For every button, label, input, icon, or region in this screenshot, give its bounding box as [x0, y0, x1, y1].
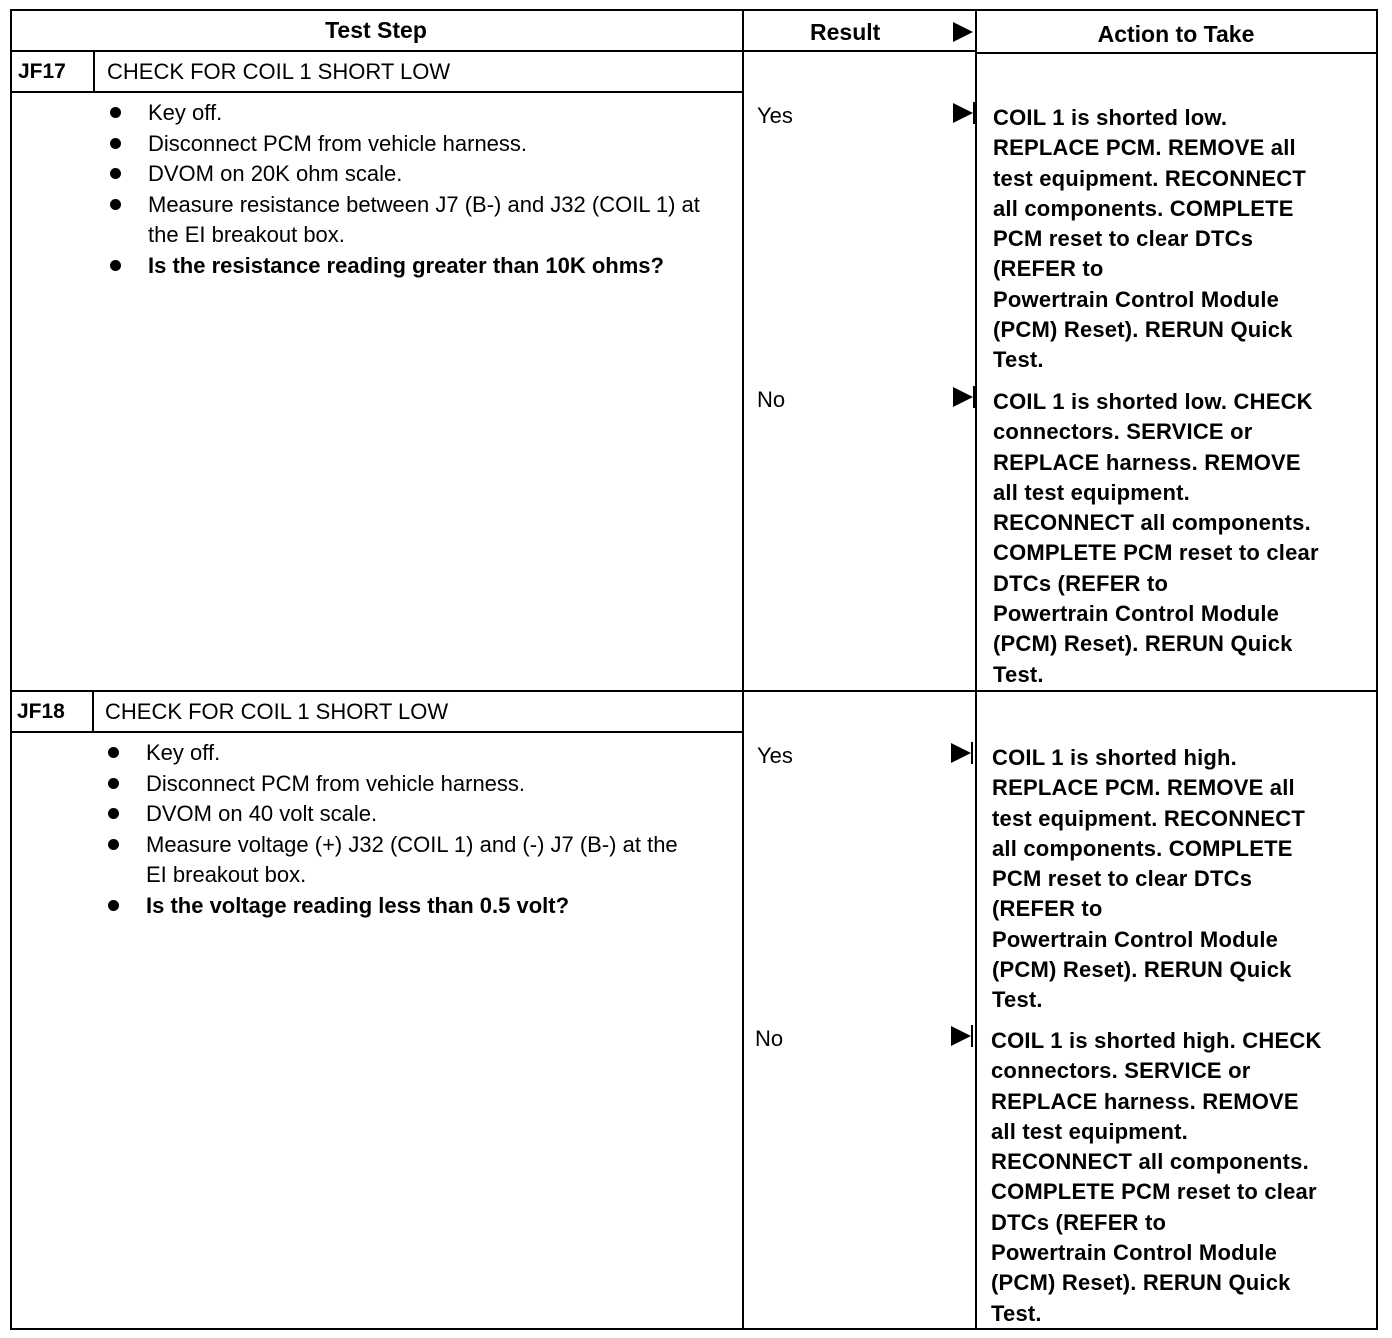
step2-bullet: Key off. [104, 738, 704, 769]
step1-action-yes: COIL 1 is shorted low. REPLACE PCM. REMOVE all test equipment. RECONNECT all components. COMPLETE PCM reset to clear DTCs (REFER to Powertrain Control Module (PCM) Reset). RERUN Quick Test. [993, 105, 1307, 373]
step2-action-no: COIL 1 is shorted high. CHECK connectors. SERVICE or REPLACE harness. REMOVE all test equipment. RECONNECT all components. COMPLETE PCM reset to clear DTCs (REFER to Powertrain Control Module (PCM) Reset). RERUN Quick Test. [991, 1028, 1322, 1326]
step2-bullet-list [104, 738, 704, 921]
step2-bullet: Measure voltage (+) J32 (COIL 1) and (-) J7 (B-) at the EI breakout box. [104, 830, 704, 891]
step2-code: JF18 [17, 700, 65, 723]
step1-title-underline [10, 91, 742, 93]
step1-action-no: COIL 1 is shorted low. CHECK connectors. SERVICE or REPLACE harness. REMOVE all test equipment. RECONNECT all components. COMPLETE PCM reset to clear DTCs (REFER to Powertrain Control Module (PCM) Reset). RERUN Quick Test. [993, 389, 1319, 687]
step1-bullet-list [106, 98, 706, 281]
step1-bullet: Disconnect PCM from vehicle harness. [106, 129, 706, 160]
step2-bullet: DVOM on 40 volt scale. [104, 799, 704, 830]
bullet-icon [108, 778, 119, 789]
step1-no-arrow-bar [973, 386, 975, 408]
header-result: Result [810, 19, 881, 45]
step2-no-arrow-bar [971, 1025, 973, 1047]
table-right-border [1376, 9, 1378, 1330]
header-arrow-icon [953, 22, 973, 42]
step2-code-divider [92, 690, 94, 733]
step1-result-no: No [757, 387, 786, 412]
bullet-icon [110, 168, 121, 179]
step1-question: Is the resistance reading greater than 10K ohms? [106, 251, 706, 282]
bullet-icon [108, 900, 119, 911]
step1-bullet: Key off. [106, 98, 706, 129]
step2-bullet: Disconnect PCM from vehicle harness. [104, 769, 704, 800]
step2-no-arrow-icon [951, 1026, 971, 1046]
step1-bullet: DVOM on 20K ohm scale. [106, 159, 706, 190]
step2-title-underline [10, 731, 742, 733]
bullet-icon [110, 260, 121, 271]
column-divider-result-action [975, 9, 977, 1330]
bullet-icon [108, 808, 119, 819]
step1-yes-arrow-icon [953, 103, 973, 123]
section-divider [10, 690, 1378, 692]
step2-yes-arrow-icon [951, 743, 971, 763]
step1-code-divider [93, 50, 95, 93]
bullet-icon [108, 747, 119, 758]
step1-no-arrow-icon [953, 387, 973, 407]
bullet-icon [110, 107, 121, 118]
step2-result-no: No [755, 1026, 784, 1051]
bullet-icon [110, 199, 121, 210]
step2-result-yes: Yes [757, 743, 793, 768]
step2-title: CHECK FOR COIL 1 SHORT LOW [105, 699, 449, 724]
table-left-border [10, 9, 12, 1330]
column-divider-test-result [742, 9, 744, 1330]
header-bottom-border-left [10, 50, 742, 52]
step1-code: JF17 [18, 60, 66, 83]
bullet-icon [108, 839, 119, 850]
step1-yes-arrow-bar [973, 102, 975, 124]
step2-question: Is the voltage reading less than 0.5 volt? [104, 891, 704, 922]
header-action: Action to Take [1097, 21, 1255, 47]
bullet-icon [110, 138, 121, 149]
step1-result-yes: Yes [757, 103, 793, 128]
step2-action-yes: COIL 1 is shorted high. REPLACE PCM. REMOVE all test equipment. RECONNECT all components. COMPLETE PCM reset to clear DTCs (REFER to Powertrain Control Module (PCM) Reset). RERUN Quick Test. [992, 745, 1306, 1013]
step2-yes-arrow-bar [971, 742, 973, 764]
step1-bullet: Measure resistance between J7 (B-) and J32 (COIL 1) at the EI breakout box. [106, 190, 706, 251]
header-test-step: Test Step [325, 17, 427, 43]
step1-title: CHECK FOR COIL 1 SHORT LOW [107, 59, 451, 84]
